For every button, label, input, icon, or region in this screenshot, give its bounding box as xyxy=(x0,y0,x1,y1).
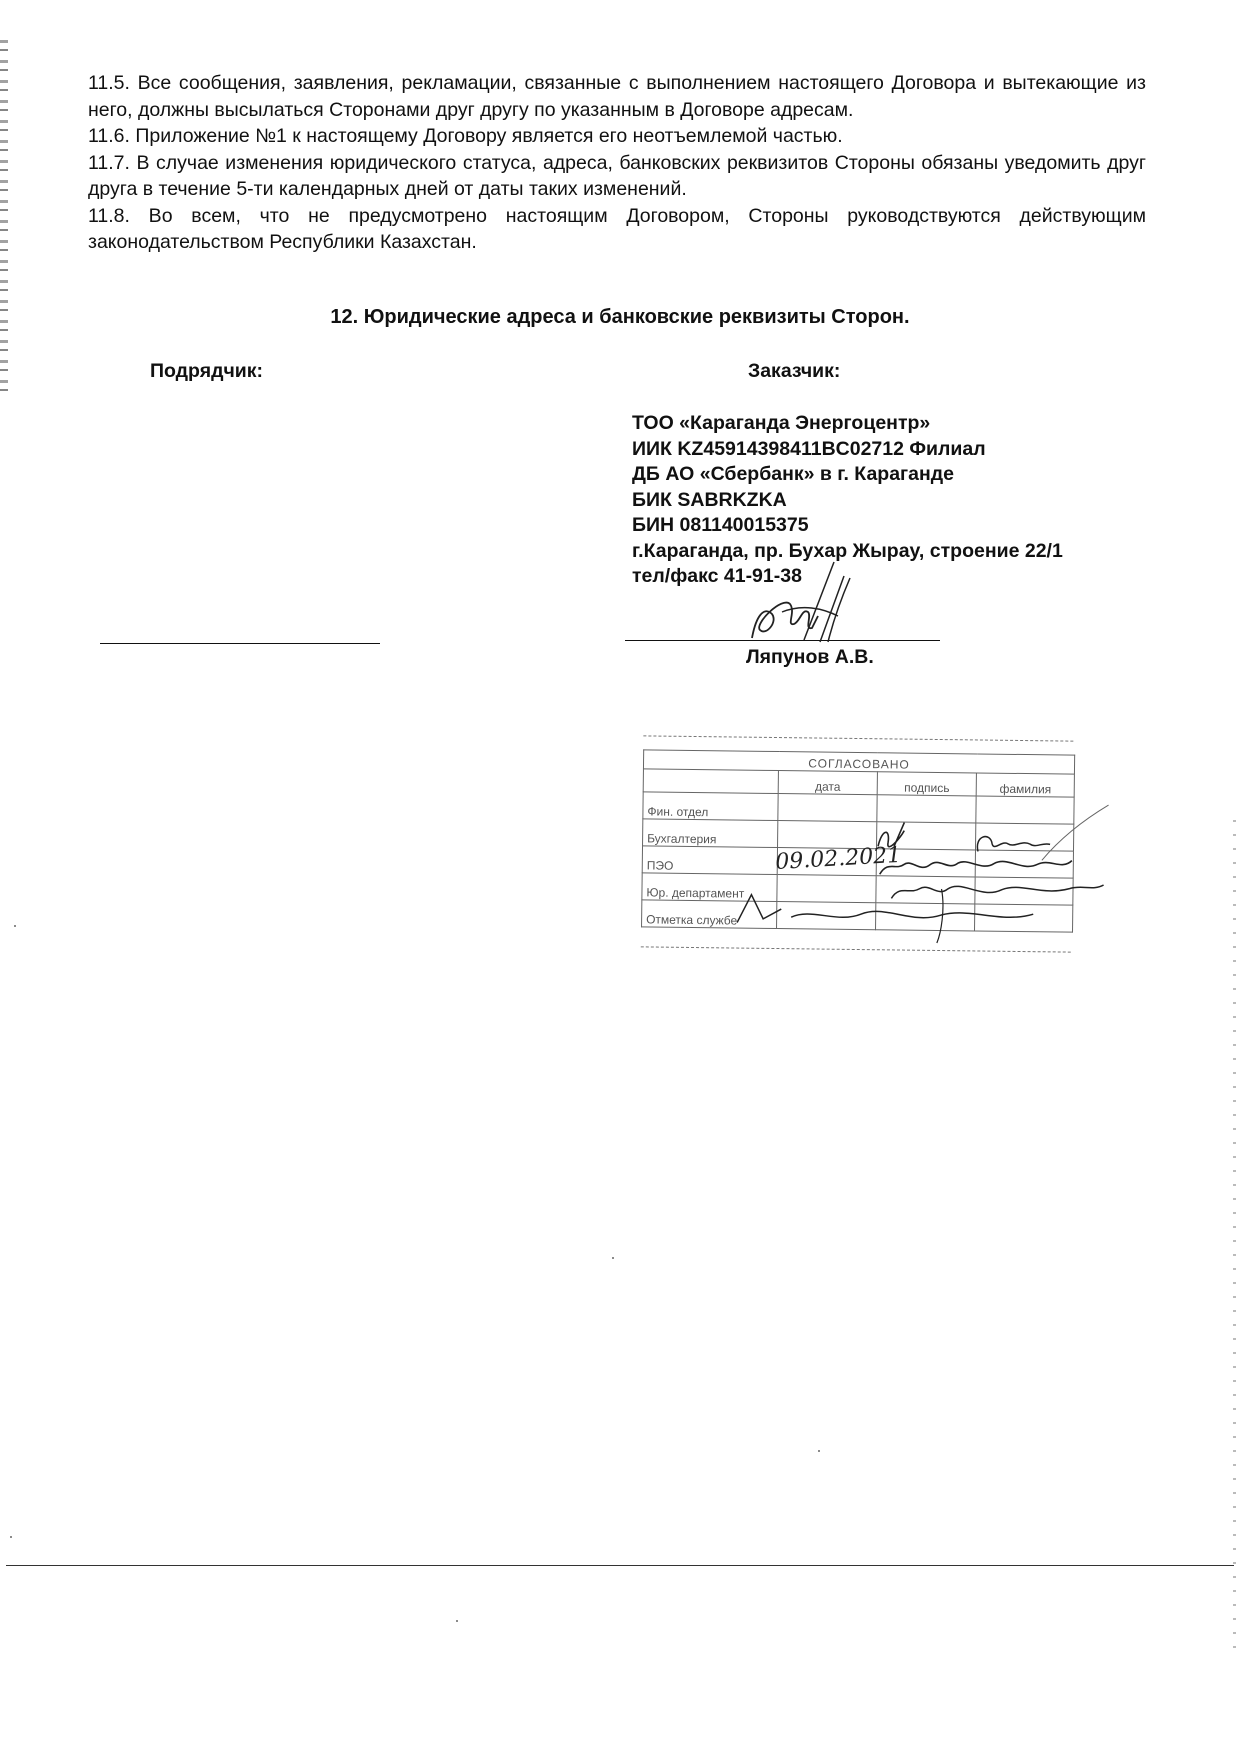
stamp-row-legal: Юр. департамент xyxy=(642,873,777,902)
customer-bin: БИН 081140015375 xyxy=(632,514,809,536)
stamp-col-surname: фамилия xyxy=(976,773,1074,797)
scan-speck xyxy=(456,1620,458,1622)
customer-iik: ИИК KZ45914398411BC02712 Филиал xyxy=(632,437,986,460)
customer-label: Заказчик: xyxy=(748,360,841,382)
scan-speck xyxy=(14,925,16,927)
stamp-row-finance: Фин. отдел xyxy=(643,792,778,821)
contractor-signature-line xyxy=(100,643,380,644)
stamp-row-peo: ПЭО xyxy=(642,846,777,875)
clause-11-7: 11.7. В случае изменения юридического статуса, адреса, банковских реквизитов Стороны обязаны уведомить друг друга в течение 5-ти календарных дней от даты таких изменений. xyxy=(88,151,1146,200)
customer-phone: тел/факс 41-91-38 xyxy=(632,565,802,587)
scan-edge-artifact xyxy=(0,40,8,400)
stamp-title: СОГЛАСОВАНО xyxy=(643,750,1074,774)
customer-company: ТОО «Караганда Энергоцентр» xyxy=(632,412,931,434)
section-title: 12. Юридические адреса и банковские реквизиты Сторон. xyxy=(330,306,910,328)
customer-bank: ДБ АО «Сбербанк» в г. Караганде xyxy=(632,463,955,485)
handwritten-signature-icon xyxy=(742,556,872,651)
scan-speck xyxy=(10,1536,12,1538)
customer-address: г.Караганда, пр. Бухар Жырау, строение 22/1 xyxy=(632,539,1063,562)
contract-clauses xyxy=(88,70,1146,256)
scan-speck xyxy=(612,1257,614,1259)
stamp-handwritten-date: 09.02.2021 xyxy=(774,842,902,875)
approval-table xyxy=(641,749,1075,932)
scan-edge-artifact-right xyxy=(1233,820,1236,1660)
approval-stamp xyxy=(641,735,1074,962)
stamp-col-date: дата xyxy=(778,771,877,795)
clause-11-6: 11.6. Приложение №1 к настоящему Договору является его неотъемлемой частью. xyxy=(88,125,843,147)
stamp-row-service: Отметка службе xyxy=(642,900,777,929)
stamp-row-accounting: Бухгалтерия xyxy=(643,819,778,848)
contractor-label: Подрядчик: xyxy=(150,360,264,382)
bottom-rule xyxy=(6,1565,1234,1566)
stamp-col-signature: подпись xyxy=(877,772,977,796)
clause-11-8: 11.8. Во всем, что не предусмотрено настоящим Договором, Стороны руководствуются действующим законодательством Республики Казахстан. xyxy=(88,204,1146,253)
clause-11-5: 11.5. Все сообщения, заявления, рекламации, связанные с выполнением настоящего Договора и вытекающие из него, должны высылаться Сторонами друг другу по указанным в Договоре адресам. xyxy=(88,72,1146,121)
customer-signatory: Ляпунов А.В. xyxy=(746,646,874,668)
stamp-col-blank xyxy=(643,769,778,794)
customer-bik: БИК SABRKZKA xyxy=(632,488,787,511)
scan-speck xyxy=(818,1450,820,1452)
